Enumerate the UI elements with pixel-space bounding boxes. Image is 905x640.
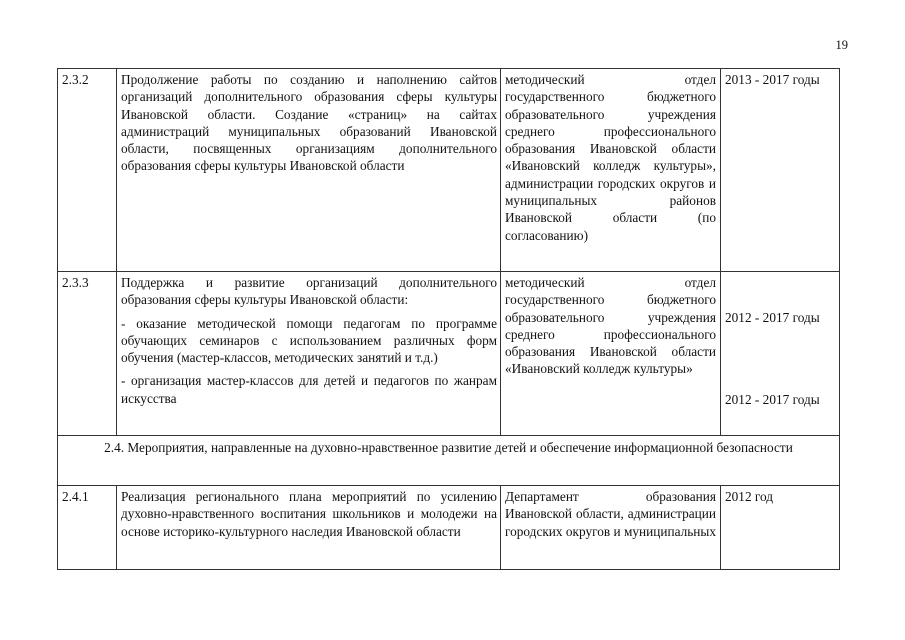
activities-table xyxy=(57,68,840,570)
item-number: 2.3.3 xyxy=(58,272,117,436)
item-description-cell xyxy=(117,272,501,436)
item-description: Продолжение работы по созданию и наполнению сайтов организаций дополнительного образования сферы культуры Ивановской области. Создание «страниц» на сайтах администраций муниципальных образований Ивановской области, посвященных организациям дополнительного образования сферы культуры Ивановской области xyxy=(117,69,501,272)
item-subitem: - организация мастер-классов для детей и педагогов по жанрам искусства xyxy=(121,373,497,406)
item-description: Реализация регионального плана мероприятий по усилению духовно-нравственного воспитания школьников и молодежи на основе историко-культурного наследия Ивановской области xyxy=(117,486,501,570)
section-title: 2.4. Мероприятия, направленные на духовно-нравственное развитие детей и обеспечение информационной безопасности xyxy=(58,436,840,486)
item-responsible: методический отдел государственного бюджетного образовательного учреждения среднего профессионального образования Ивановской области «Ивановский колледж культуры» xyxy=(501,272,721,436)
table-row xyxy=(58,272,840,436)
table-row xyxy=(58,69,840,272)
item-period: 2012 - 2017 годы xyxy=(725,392,820,408)
item-description: Поддержка и развитие организаций дополнительного образования сферы культуры Ивановской области: xyxy=(121,275,497,308)
item-period-cell xyxy=(721,272,840,436)
section-header-row xyxy=(58,436,840,486)
page-number: 19 xyxy=(835,38,848,52)
item-period: 2012 год xyxy=(721,486,840,570)
item-period: 2012 - 2017 годы xyxy=(725,310,820,325)
table-row xyxy=(58,486,840,570)
item-period: 2013 - 2017 годы xyxy=(721,69,840,272)
item-subitem: - оказание методической помощи педагогам по программе обучающих семинаров с использованием различных форм обучения (мастер-классов, методических занятий и т.д.) xyxy=(121,315,497,366)
item-responsible: Департамент образования Ивановской области, администрации городских округов и муниципальных xyxy=(501,486,721,570)
item-number: 2.3.2 xyxy=(58,69,117,272)
item-responsible: методический отдел государственного бюджетного образовательного учреждения среднего профессионального образования Ивановской области «Ивановский колледж культуры», администрации городских округов и муниципальных районов Ивановской области (по согласованию) xyxy=(501,69,721,272)
item-number: 2.4.1 xyxy=(58,486,117,570)
